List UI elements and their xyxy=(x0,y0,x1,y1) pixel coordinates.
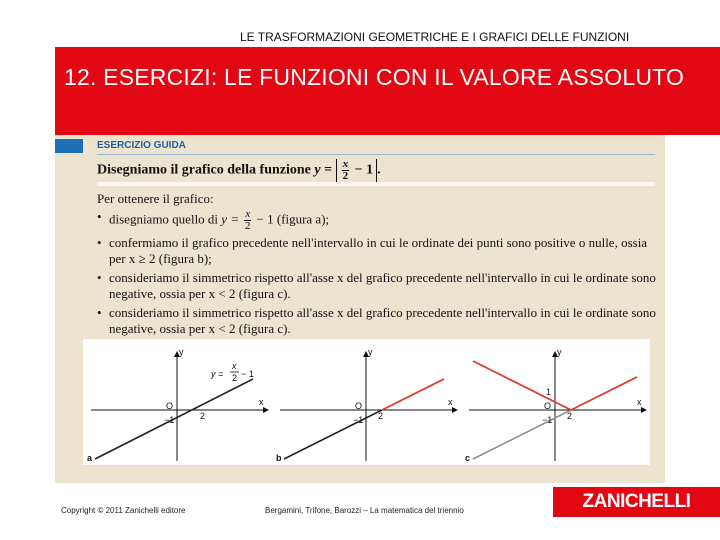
fraction xyxy=(342,159,350,182)
exercise-statement: Disegniamo il grafico della funzione y = $\frac{x}{2}$ − 1 . xyxy=(97,158,381,182)
absolute-value xyxy=(336,159,377,182)
step-text: − 1 (figura a); xyxy=(256,211,330,227)
function-tail: − 1 xyxy=(354,162,374,178)
x-label: x xyxy=(448,397,453,407)
y-tick-label: −1 xyxy=(353,415,364,425)
x-tick-label: 2 xyxy=(378,411,384,421)
figure-b xyxy=(272,339,461,465)
x-tick-label: 2 xyxy=(567,411,573,421)
figures-strip xyxy=(83,339,650,465)
reflected-line xyxy=(473,361,571,410)
step-text: disegniamo quello di xyxy=(109,211,219,227)
step-item xyxy=(97,209,657,232)
step-lhs: y = xyxy=(221,211,240,227)
figure-letter: a xyxy=(87,453,93,463)
fraction-numerator: x xyxy=(245,208,251,220)
function-line-positive xyxy=(571,377,637,410)
y-tick-label: −1 xyxy=(164,415,175,425)
x-axis-arrow xyxy=(452,407,458,413)
y-label: y xyxy=(557,347,562,357)
step-item: • confermiamo il grafico precedente nell'intervallo in cui le ordinate dei punti sono positive o nulle, ossia per x ≥ 2 (figura b); xyxy=(97,235,657,267)
title-band xyxy=(55,47,720,135)
exercise-body xyxy=(97,191,657,340)
step-item: • consideriamo il simmetrico rispetto all'asse x del grafico precedente nell'intervallo in cui le ordinate sono negative, ossia per x < 2 (figura c). xyxy=(97,270,657,302)
function-line-positive xyxy=(382,379,444,410)
y-label: y xyxy=(179,347,184,357)
x-axis-arrow xyxy=(263,407,269,413)
divider xyxy=(97,182,655,186)
exercise-panel xyxy=(55,135,665,483)
intro-text: Per ottenere il grafico: xyxy=(97,191,214,206)
exercise-label: ESERCIZIO GUIDA xyxy=(97,140,186,151)
origin-label: O xyxy=(544,401,552,411)
line-denominator: 2 xyxy=(232,373,238,383)
x-label: x xyxy=(637,397,642,407)
function-line-negative xyxy=(284,410,382,459)
figure-letter: c xyxy=(465,453,471,463)
fraction-numerator: x xyxy=(342,158,349,170)
origin-label: O xyxy=(355,401,363,411)
original-line xyxy=(473,410,571,459)
fraction xyxy=(244,209,251,232)
x-axis-arrow xyxy=(641,407,647,413)
x-tick-label: 2 xyxy=(200,411,206,421)
statement-text: Disegniamo il grafico della funzione xyxy=(97,162,311,178)
exercise-marker xyxy=(55,139,83,153)
origin-label: O xyxy=(166,401,174,411)
publisher-logo: ZANICHELLI xyxy=(553,487,720,517)
figure-letter: b xyxy=(276,453,282,463)
slide-title: 12. ESERCIZI: LE FUNZIONI CON IL VALORE ASSOLUTO xyxy=(64,64,685,90)
divider xyxy=(97,154,655,155)
authors: Bergamini, Trifone, Barozzi – La matematica del triennio xyxy=(265,506,464,515)
y-label: y xyxy=(368,347,373,357)
line-lhs: y = xyxy=(211,369,224,379)
chapter-header: LE TRASFORMAZIONI GEOMETRICHE E I GRAFICI DELLE FUNZIONI xyxy=(240,30,630,44)
line-numerator: x xyxy=(232,361,237,371)
step-item: • consideriamo il simmetrico rispetto all'asse x del grafico precedente nell'intervallo in cui le ordinate sono negative, ossia per x < 2 (figura c). xyxy=(97,305,657,337)
figure-c xyxy=(461,339,650,465)
y-tick-label: −1 xyxy=(542,415,553,425)
function-lhs: y = xyxy=(314,162,333,178)
fraction-denominator: 2 xyxy=(342,170,349,182)
figure-a xyxy=(83,339,272,465)
x-label: x xyxy=(259,397,264,407)
fraction-denominator: 2 xyxy=(245,220,251,232)
copyright: Copyright © 2011 Zanichelli editore xyxy=(61,506,186,515)
line-tail: − 1 xyxy=(241,369,254,379)
y-tick-label-positive: 1 xyxy=(546,387,552,397)
